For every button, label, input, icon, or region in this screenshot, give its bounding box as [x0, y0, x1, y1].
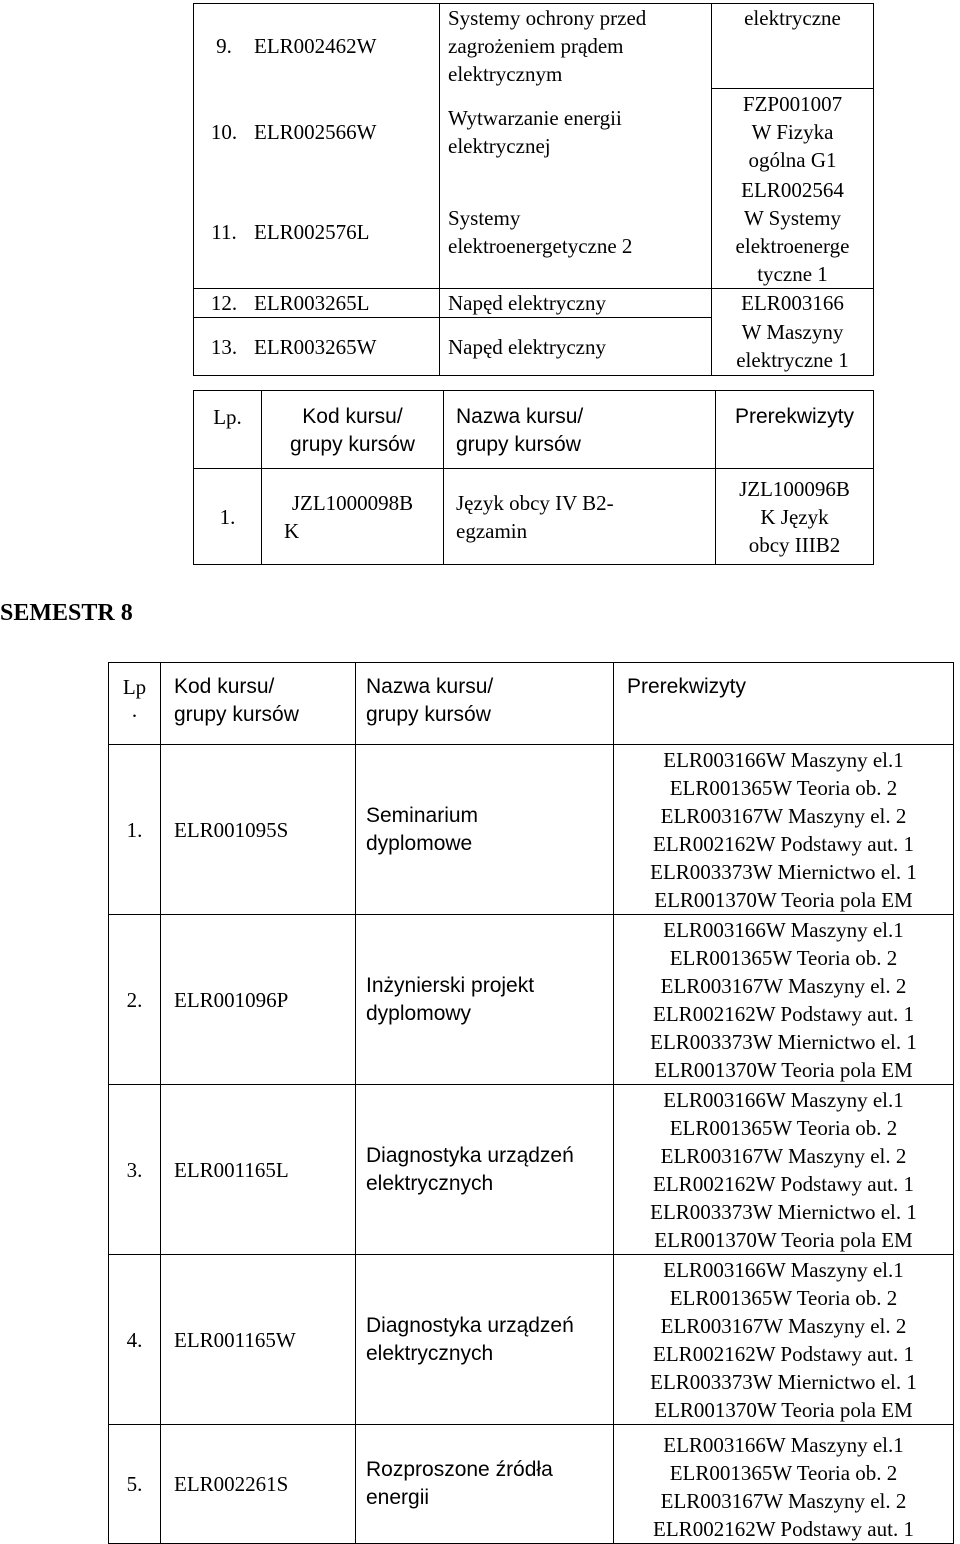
header-lp: Lp. — [194, 391, 262, 469]
table-row — [194, 318, 440, 376]
course-code: ELR003265W — [254, 334, 377, 359]
semester-8-table — [108, 662, 954, 1544]
header-course-code: Kod kursu/ grupy kursów — [262, 391, 444, 469]
row-number: 1. — [194, 469, 262, 565]
header-course-name: Nazwa kursu/ grupy kursów — [444, 391, 716, 469]
row-number: 2. — [109, 915, 161, 1085]
course-name: Wytwarzanie energii elektrycznej — [440, 88, 712, 176]
row-number: 10. — [210, 120, 238, 144]
course-code: ELR001165L — [161, 1085, 356, 1255]
table-row — [109, 1255, 954, 1425]
course-name: Systemy ochrony przed zagrożeniem prądem elektrycznym — [440, 4, 712, 89]
courses-table-continuation — [193, 3, 874, 376]
header-course-code: Kod kursu/ grupy kursów — [161, 663, 356, 745]
course-name: Język obcy IV B2- egzamin — [444, 469, 716, 565]
table-row — [194, 469, 874, 565]
course-name: Napęd elektryczny — [440, 318, 712, 376]
course-code: ELR001096P — [161, 915, 356, 1085]
prerequisites: FZP001007 W Fizyka ogólna G1 — [712, 88, 874, 176]
prerequisites: ELR003166W Maszyny el.1 ELR001365W Teoria ob. 2 ELR003167W Maszyny el. 2 ELR002162W Podstawy aut. 1 ELR003373W Miernictwo el. 1 ELR001370W Teoria pola EM — [614, 745, 954, 915]
row-number: 9. — [216, 34, 232, 58]
course-code: JZL1000098B K — [262, 469, 444, 565]
table-row — [109, 1425, 954, 1544]
table-row — [194, 289, 440, 318]
course-code: ELR001165W — [161, 1255, 356, 1425]
prerequisites: ELR003166 — [712, 289, 874, 318]
prerequisites: ELR003166W Maszyny el.1 ELR001365W Teoria ob. 2 ELR003167W Maszyny el. 2 ELR002162W Podstawy aut. 1 — [614, 1425, 954, 1544]
row-number: 4. — [109, 1255, 161, 1425]
course-name: Napęd elektryczny — [440, 289, 712, 318]
course-code: ELR002261S — [161, 1425, 356, 1544]
course-name: Inżynierski projekt dyplomowy — [356, 915, 614, 1085]
language-course-table — [193, 390, 874, 565]
table-row — [109, 1085, 954, 1255]
course-code: ELR001095S — [161, 745, 356, 915]
header-prerequisites: Prerekwizyty — [716, 391, 874, 469]
course-name: Systemy elektroenergetyczne 2 — [440, 176, 712, 289]
row-number: 12. — [210, 291, 238, 315]
prerequisites: JZL100096B K Język obcy IIIB2 — [716, 469, 874, 565]
table-row — [194, 176, 440, 289]
header-prerequisites: Prerekwizyty — [614, 663, 954, 745]
prerequisites: ELR003166W Maszyny el.1 ELR001365W Teoria ob. 2 ELR003167W Maszyny el. 2 ELR002162W Podstawy aut. 1 ELR003373W Miernictwo el. 1 ELR001370W Teoria pola EM — [614, 1255, 954, 1425]
prerequisites: ELR003166W Maszyny el.1 ELR001365W Teoria ob. 2 ELR003167W Maszyny el. 2 ELR002162W Podstawy aut. 1 ELR003373W Miernictwo el. 1 ELR001370W Teoria pola EM — [614, 915, 954, 1085]
course-code: ELR003265L — [254, 291, 370, 315]
row-number: 1. — [109, 745, 161, 915]
table-row — [109, 915, 954, 1085]
course-name: Diagnostyka urządzeń elektrycznych — [356, 1085, 614, 1255]
table-row — [109, 745, 954, 915]
row-number: 3. — [109, 1085, 161, 1255]
semester-heading: SEMESTR 8 — [0, 600, 133, 626]
row-number: 13. — [210, 334, 238, 359]
table-row — [194, 88, 440, 176]
course-name: Rozproszone źródła energii — [356, 1425, 614, 1544]
prerequisites: elektryczne — [712, 4, 874, 89]
course-code: ELR002462W — [254, 34, 377, 58]
header-course-name: Nazwa kursu/ grupy kursów — [356, 663, 614, 745]
header-lp: Lp . — [109, 663, 161, 745]
prerequisites: ELR003166W Maszyny el.1 ELR001365W Teoria ob. 2 ELR003167W Maszyny el. 2 ELR002162W Podstawy aut. 1 ELR003373W Miernictwo el. 1 ELR001370W Teoria pola EM — [614, 1085, 954, 1255]
row-number: 5. — [109, 1425, 161, 1544]
course-code: ELR002566W — [254, 120, 377, 144]
row-number: 11. — [211, 220, 237, 244]
course-code: ELR002576L — [254, 220, 370, 244]
table-row — [194, 4, 440, 89]
course-name: Seminarium dyplomowe — [356, 745, 614, 915]
prerequisites: W Maszyny elektryczne 1 — [712, 318, 874, 376]
prerequisites: ELR002564 W Systemy elektroenerge tyczne 1 — [712, 176, 874, 289]
course-name: Diagnostyka urządzeń elektrycznych — [356, 1255, 614, 1425]
